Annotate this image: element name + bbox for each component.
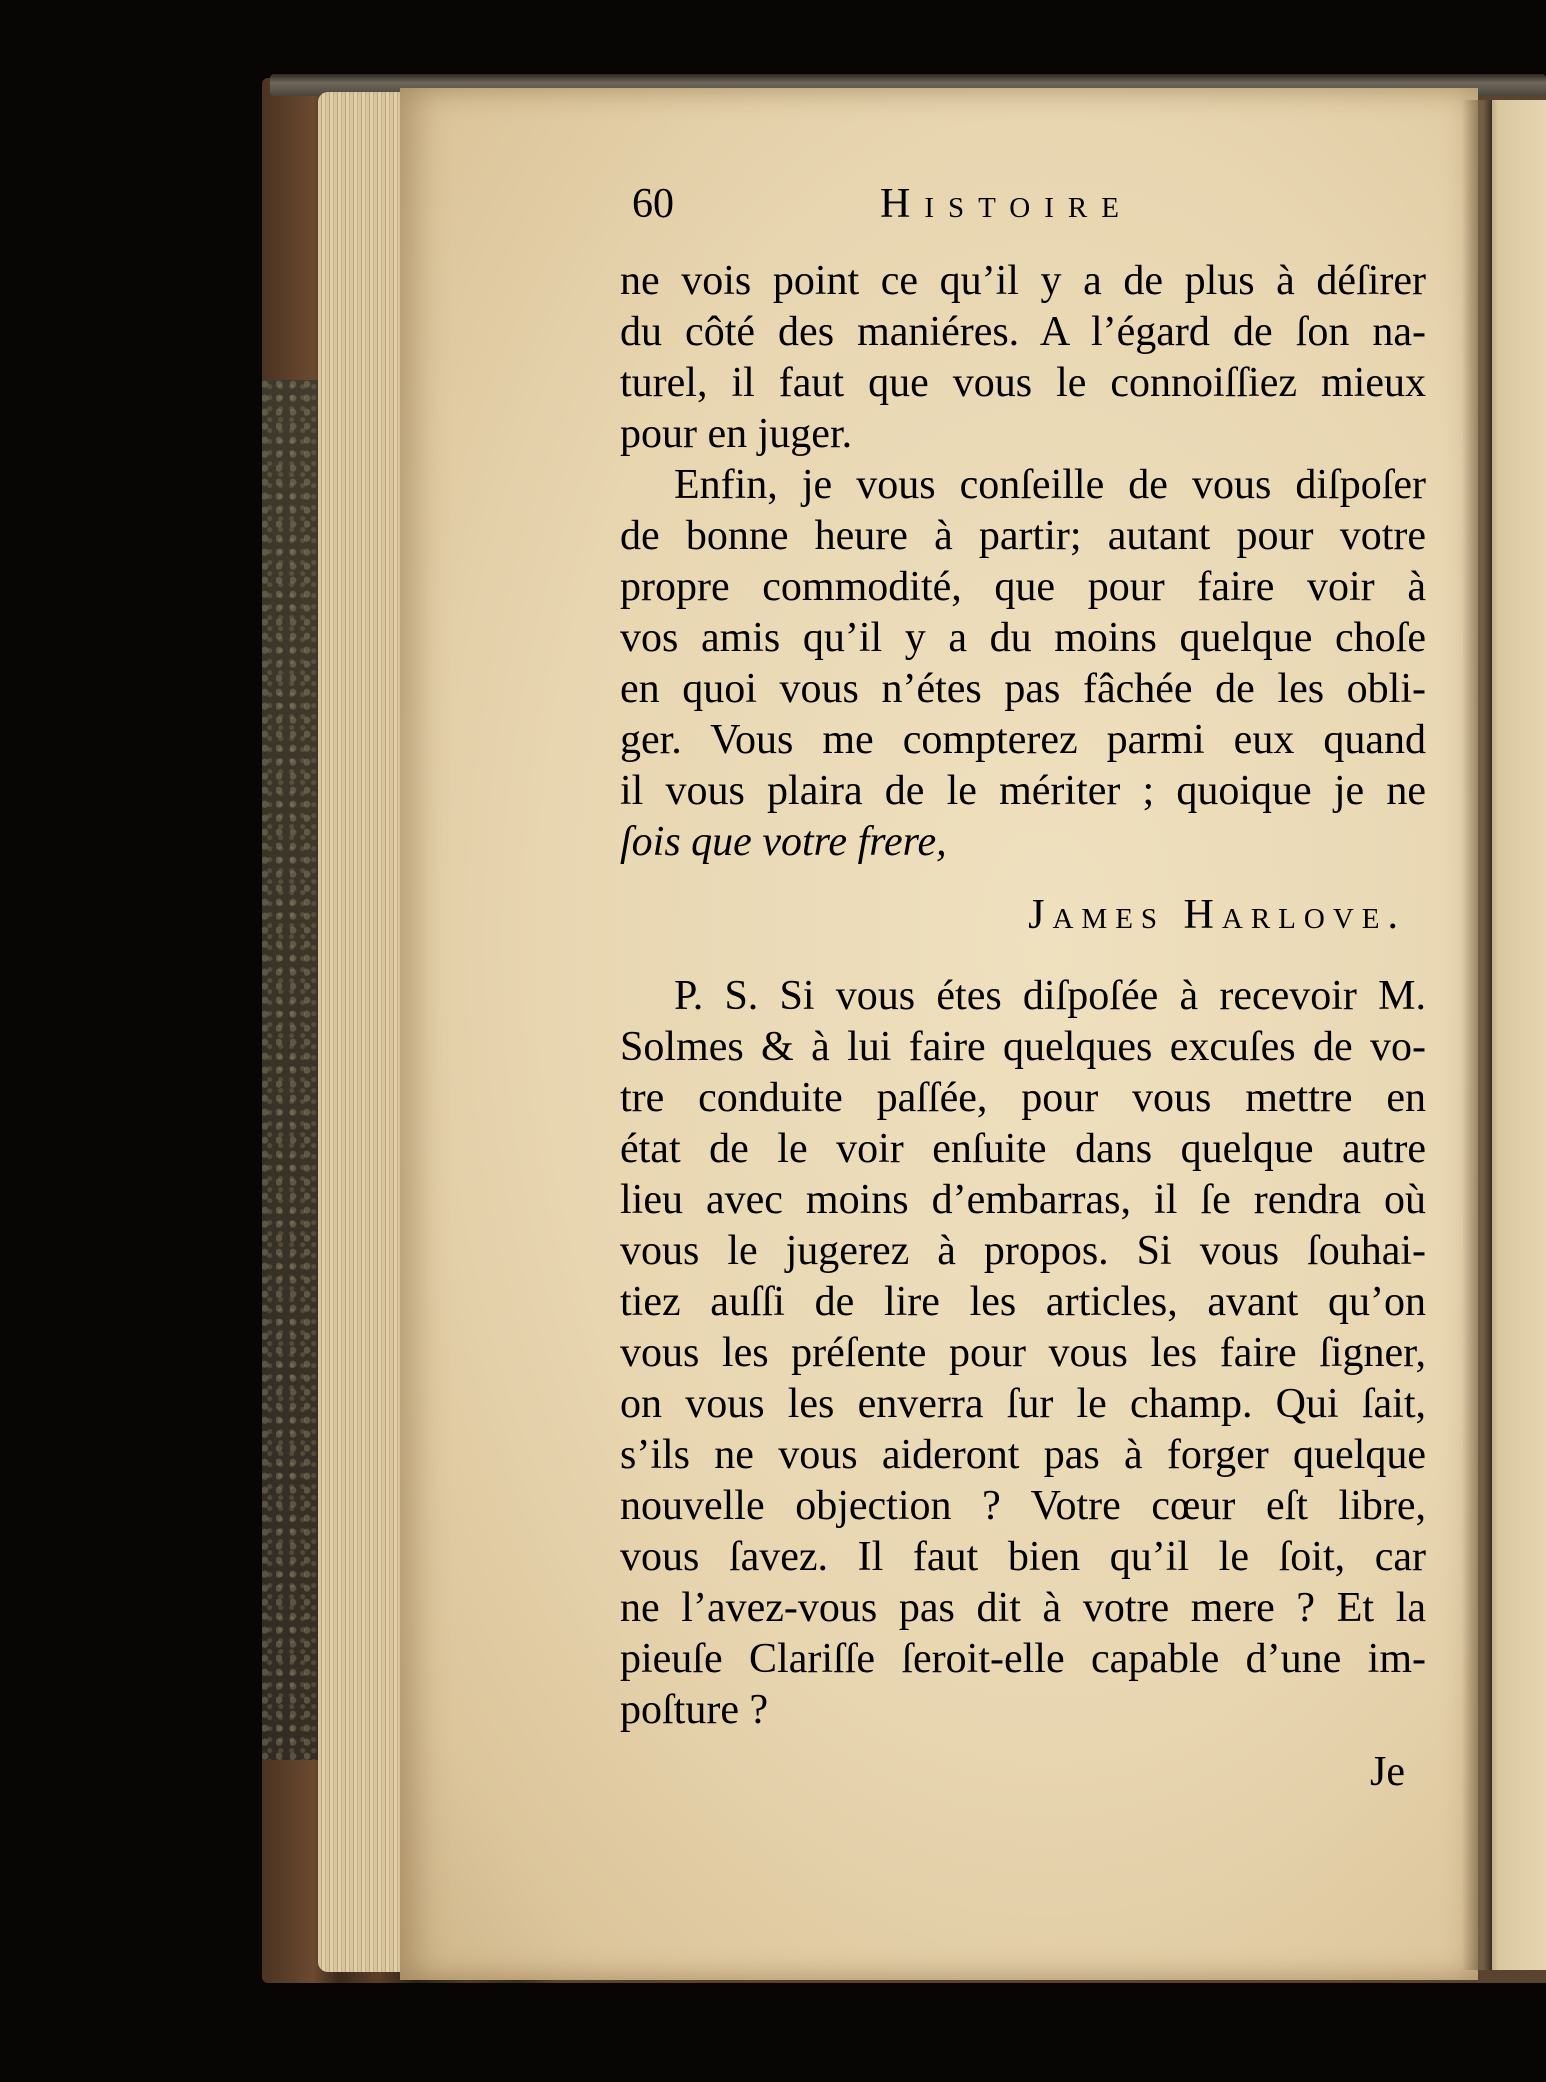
text-line: Enfin, je vous conſeille de vous diſpoſer: [674, 462, 1426, 508]
text-line: vos amis qu’il y a du moins quelque choſe: [620, 615, 1426, 661]
postscript-line: nouvelle objection ? Votre cœur eſt libre,: [620, 1483, 1426, 1529]
postscript-line: vous les préſente pour vous les faire ſigner,: [620, 1330, 1426, 1376]
marbled-board: [262, 380, 322, 1760]
gutter-shadow: [1462, 100, 1492, 1970]
page-header: [632, 180, 1252, 240]
postscript-line: vous le jugerez à propos. Si vous ſouhai-: [620, 1228, 1426, 1274]
postscript-line: tre conduite paſſée, pour vous mettre en: [620, 1075, 1426, 1121]
text-line: turel, il faut que vous le connoiſſiez mieux: [620, 360, 1426, 406]
postscript-line: ne l’avez-vous pas dit à votre mere ? Et la: [620, 1585, 1426, 1631]
text-line: ne vois point ce qu’il y a de plus à déſirer: [620, 258, 1426, 304]
text-line: ſois que votre frere,: [620, 819, 947, 865]
text-line: du côté des maniéres. A l’égard de ſon na-: [620, 309, 1426, 355]
text-line: pour en juger.: [620, 411, 853, 457]
signature: James Harlove.: [1028, 892, 1406, 938]
text-line: propre commodité, que pour faire voir à: [620, 564, 1426, 610]
postscript-line: tiez auſſi de lire les articles, avant qu’on: [620, 1279, 1426, 1325]
postscript-line: vous ſavez. Il faut bien qu’il le ſoit, car: [620, 1534, 1426, 1580]
text-line: en quoi vous n’étes pas fâchée de les obli-: [620, 666, 1426, 712]
text-line: il vous plaira de le mériter ; quoique je ne: [620, 768, 1426, 814]
postscript-line: Solmes & à lui faire quelques excuſes de vo-: [620, 1024, 1426, 1070]
postscript-line: s’ils ne vous aideront pas à forger quelque: [620, 1432, 1426, 1478]
postscript-line: état de le voir enſuite dans quelque autre: [620, 1126, 1426, 1172]
postscript-line: lieu avec moins d’embarras, il ſe rendra où: [620, 1177, 1426, 1223]
postscript-line: pieuſe Clariſſe ſeroit-elle capable d’une im-: [620, 1636, 1426, 1682]
running-title: Histoire: [880, 181, 1133, 227]
letter-text: [620, 256, 1426, 1736]
text-line: de bonne heure à partir; autant pour votre: [620, 513, 1426, 559]
text-line: ger. Vous me compterez parmi eux quand: [620, 717, 1426, 763]
postscript-line: on vous les enverra ſur le champ. Qui ſait,: [620, 1381, 1426, 1427]
catchword: Je: [1370, 1749, 1405, 1795]
postscript-line: P. S. Si vous étes diſpoſée à recevoir M.: [674, 973, 1426, 1019]
postscript-line: poſture ?: [620, 1687, 769, 1733]
page-number: 60: [632, 181, 674, 227]
